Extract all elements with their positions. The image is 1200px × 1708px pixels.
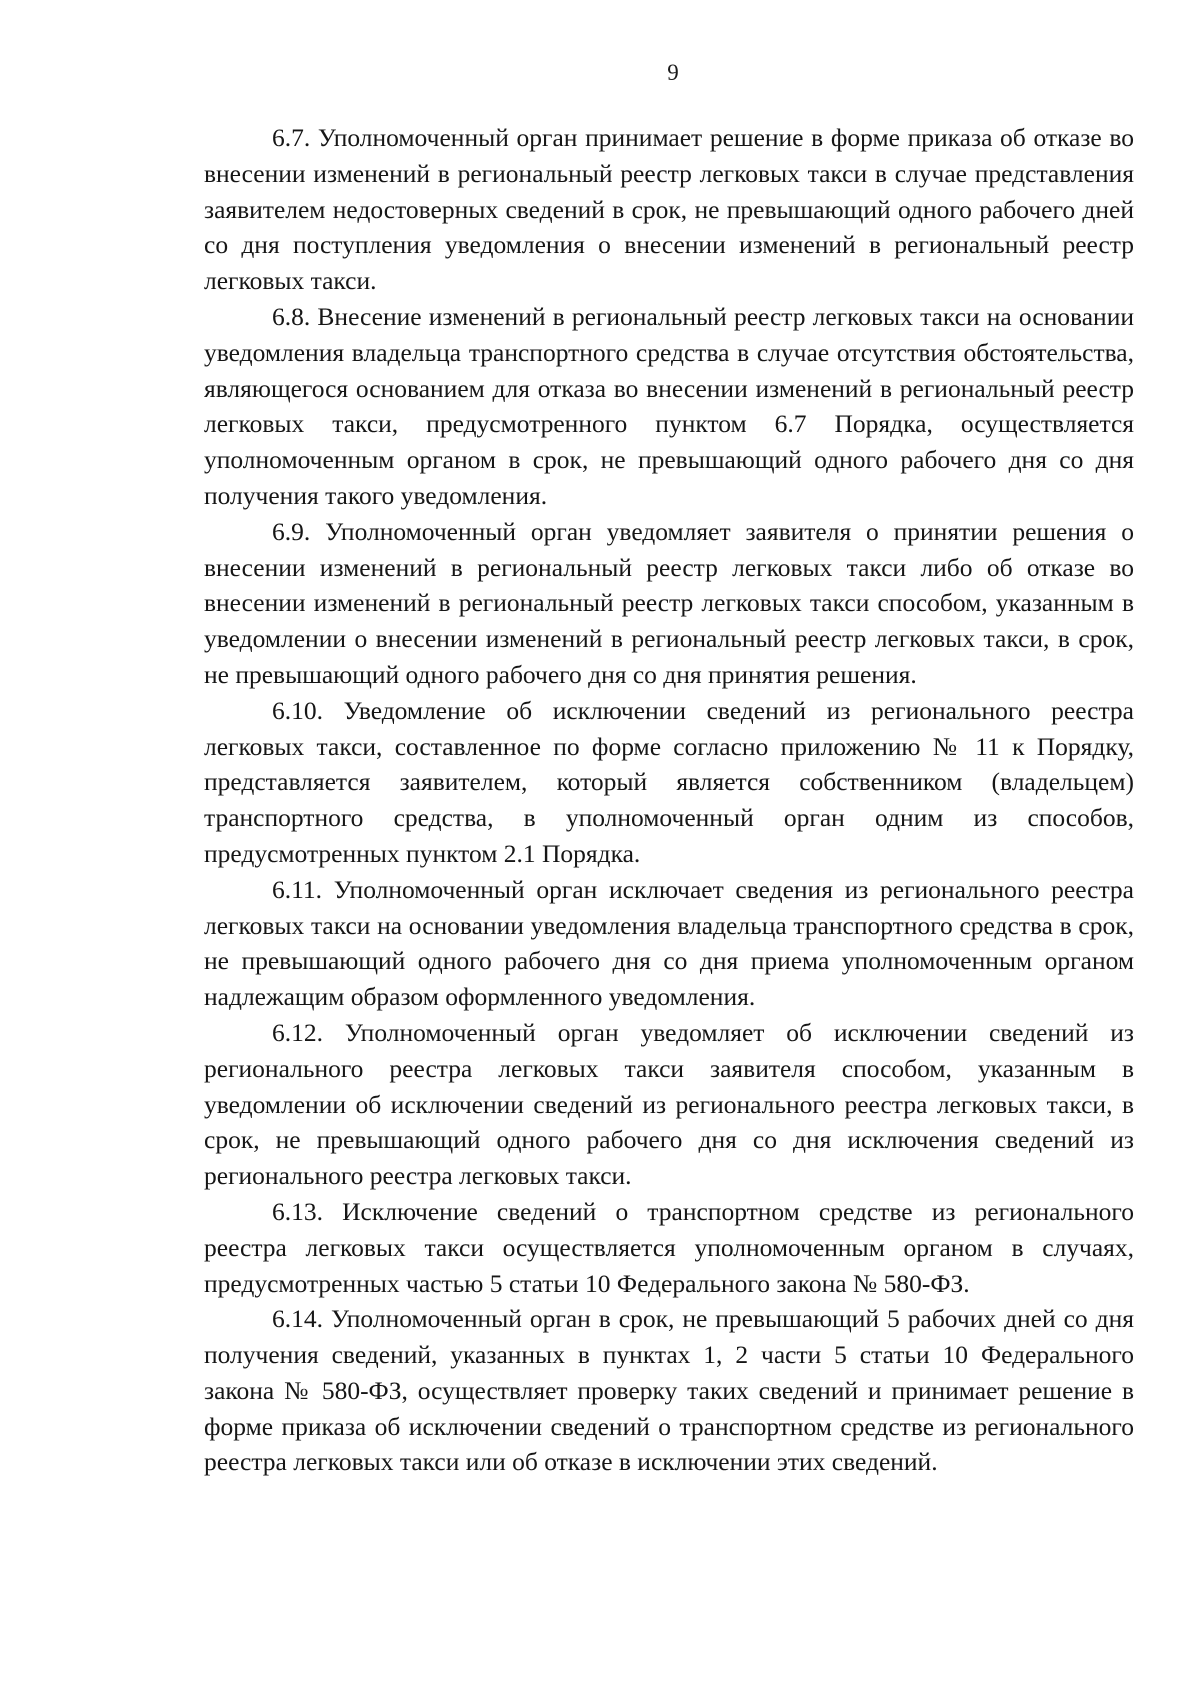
paragraph-6-14: 6.14. Уполномоченный орган в срок, не превышающий 5 рабочих дней со дня получения сведений, указанных в пунктах 1, 2 части 5 статьи 10 Федерального закона № 580-ФЗ, осуществляет проверку таких сведений и принимает решение в форме приказа об исключении сведений о транспортном средстве из регионального реестра легковых такси или об отказе в исключении этих сведений. [204, 1304, 1134, 1477]
paragraph-6-13: 6.13. Исключение сведений о транспортном средстве из регионального реестра легковых такси осуществляется уполномоченным органом в случаях, предусмотренных частью 5 статьи 10 Федерального закона № 580-ФЗ. [204, 1196, 1134, 1298]
paragraph-6-7: 6.7. Уполномоченный орган принимает решение в форме приказа об отказе во внесении изменений в региональный реестр легковых такси в случае представления заявителем недостоверных сведений в срок, не превышающий одного рабочего дней со дня поступления уведомления о внесении изменений в региональный реестр легковых такси. [204, 123, 1134, 296]
paragraph-6-12: 6.12. Уполномоченный орган уведомляет об исключении сведений из регионального реестра легковых такси заявителя способом, указанным в уведомлении об исключении сведений из регионального реестра легковых такси, в срок, не превышающий одного рабочего дня со дня исключения сведений из регионального реестра легковых такси. [204, 1017, 1134, 1191]
paragraph-6-10: 6.10. Уведомление об исключении сведений из регионального реестра легковых такси, составленное по форме согласно приложению № 11 к Порядку, представляется заявителем, который является собственником (владельцем) транспортного средства, в уполномоченный орган одним из способов, предусмотренных пунктом 2.1 Порядка. [204, 695, 1134, 868]
document-body [204, 120, 1134, 1480]
paragraph-6-8: 6.8. Внесение изменений в региональный реестр легковых такси на основании уведомления владельца транспортного средства в случае отсутствия обстоятельства, являющегося основанием для отказа во внесении изменений в региональный реестр легковых такси, предусмотренного пунктом 6.7 Порядка, осуществляется уполномоченным органом в срок, не превышающий одного рабочего дня со дня получения такого уведомления. [204, 301, 1134, 510]
paragraph-6-9: 6.9. Уполномоченный орган уведомляет заявителя о принятии решения о внесении изменений в региональный реестр легковых такси либо об отказе во внесении изменений в региональный реестр легковых такси способом, указанным в уведомлении о внесении изменений в региональный реестр легковых такси, в срок, не превышающий одного рабочего дня со дня принятия решения. [204, 516, 1134, 689]
page-number: 9 [667, 60, 679, 85]
paragraph-6-11: 6.11. Уполномоченный орган исключает сведения из регионального реестра легковых такси на основании уведомления владельца транспортного средства в срок, не превышающий одного рабочего дня со дня приема уполномоченным органом надлежащим образом оформленного уведомления. [204, 874, 1134, 1012]
